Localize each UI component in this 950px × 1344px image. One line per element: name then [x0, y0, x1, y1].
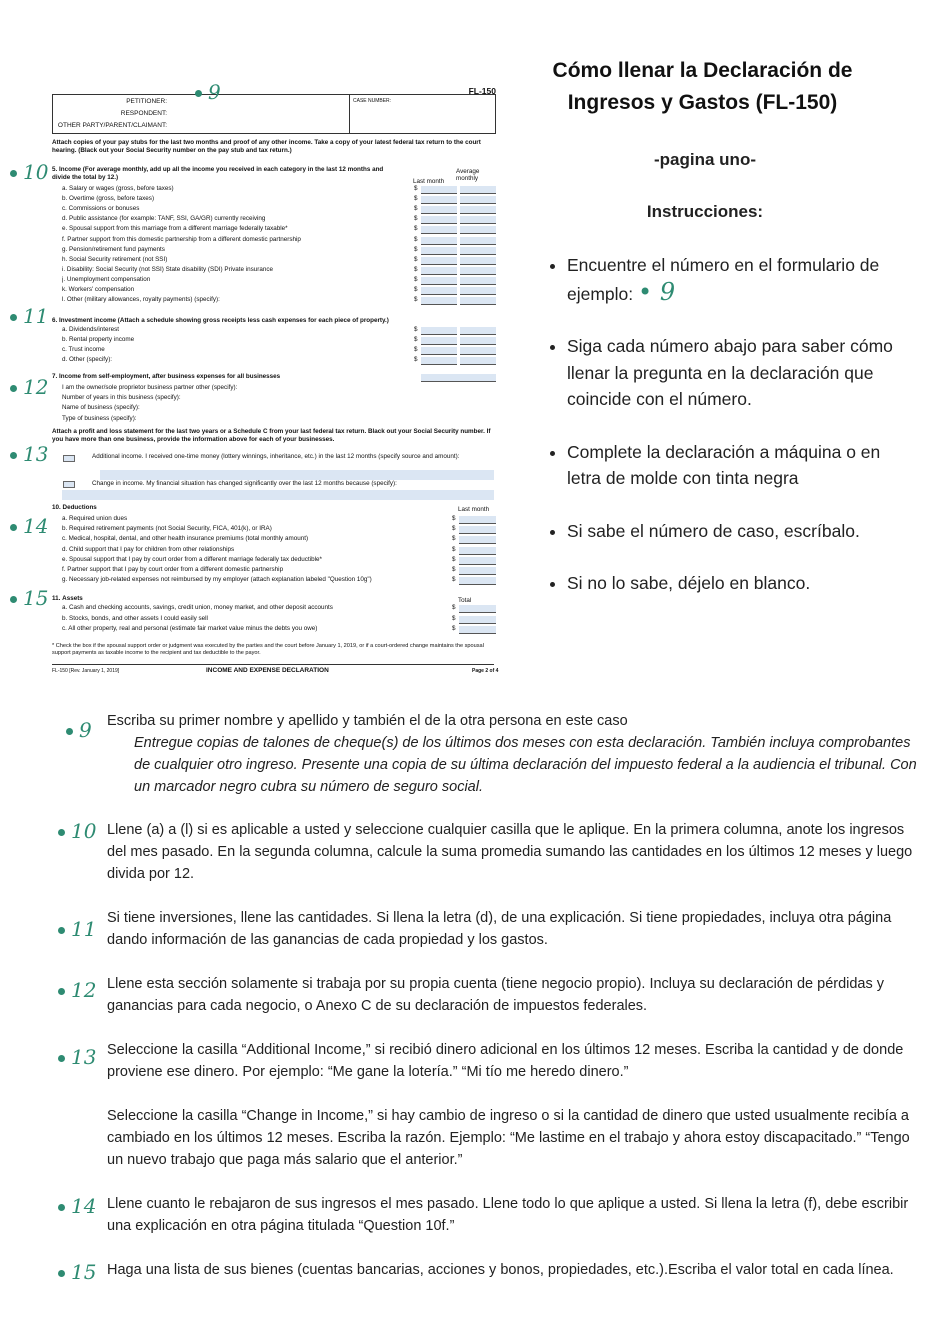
amount-field[interactable]	[421, 196, 457, 204]
marker-11: 11	[58, 917, 96, 941]
amount-field[interactable]	[460, 347, 496, 355]
instruction-text: Si no lo sabe, déjelo en blanco.	[567, 573, 811, 593]
dollar-sign: $	[452, 576, 456, 584]
income-heading: 5. Income (For average monthly, add up all the income you received in each category in the last 12 months and divide the total by 12.)	[52, 166, 384, 181]
dollar-sign: $	[452, 515, 456, 522]
explanation-12: Llene esta sección solamente si trabaja por su propia cuenta (tiene negocio propio). Incluya su declaración de pérdidas y ganancias para cada negocio, o Anexo C de su declaración de impuestos federales.	[107, 976, 885, 1014]
amount-field[interactable]	[460, 327, 496, 335]
form-row: d. Child support that I pay for children from other relationships	[62, 545, 235, 553]
amount-field[interactable]	[460, 186, 496, 194]
col-average: Average monthly	[456, 168, 480, 182]
form-row: j. Unemployment compensation	[62, 275, 151, 283]
col-total: Total	[458, 597, 472, 604]
form-row: c. Trust income	[62, 346, 105, 353]
amount-field[interactable]	[459, 567, 496, 575]
form-row: f. Partner support from this domestic partnership from a different domestic partnership	[62, 235, 301, 243]
dollar-sign: $	[414, 356, 418, 363]
form-row: b. Stocks, bonds, and other assets I could easily sell	[62, 614, 208, 622]
form-row: a. Dividends/interest	[62, 326, 120, 333]
explanation-13b: Seleccione la casilla “Change in Income,” si hay cambio de ingreso o si la cantidad de dinero que usted usualmente recibía a cambiado en los últimos 12 meses. Escriba la razón. Ejemplo: “Me lastime en el trabajo y ahora estoy discapacitado.” “Tengo un nuevo trabajo que paga más salario que el anterior.”	[107, 1108, 910, 1168]
amount-field[interactable]	[421, 247, 457, 255]
amount-field[interactable]	[460, 287, 496, 295]
form-row: e. Spousal support that I pay by court order from a different marriage federally tax deductible*	[62, 555, 322, 563]
form-row: g. Pension/retirement fund payments	[62, 245, 165, 253]
form-marker-10: 10	[10, 160, 48, 184]
amount-field[interactable]	[459, 536, 496, 544]
amount-field[interactable]	[421, 337, 457, 345]
form-marker-12: 12	[10, 375, 48, 399]
assets-heading: 11. Assets	[52, 595, 83, 602]
form-row: h. Social Security retirement (not SSI)	[62, 255, 168, 263]
form-row: c. Commissions or bonuses	[62, 205, 140, 213]
amount-field[interactable]	[421, 186, 457, 194]
form-row: Number of years in this business (specify):	[62, 394, 181, 402]
form-row: i. Disability: Social Security (not SSI) State disability (SDI) Private insurance	[62, 265, 274, 273]
additional-income-checkbox[interactable]	[63, 455, 75, 462]
amount-field[interactable]	[459, 547, 496, 555]
form-row: Name of business (specify):	[62, 404, 140, 412]
form-row: k. Workers' compensation	[62, 286, 135, 293]
amount-field[interactable]	[421, 297, 457, 305]
explanation-9: Escriba su primer nombre y apellido y también el de la otra persona en este caso Entregue copias de talones de cheque(s) de los últimos dos meses con esta declaración. También incluya comprobantes de cualquier otro ingreso. Presente una copia de su última declaración del impuesto federal a la audiencia el tribunal. Con un marcador negro cubra su número de seguro social.	[107, 713, 917, 795]
amount-field[interactable]	[459, 605, 496, 613]
instructions-heading: Instrucciones:	[646, 202, 764, 221]
change-income-checkbox[interactable]	[63, 481, 75, 488]
footer-right: Page 2 of 4	[472, 668, 499, 674]
dollar-sign: $	[414, 265, 418, 273]
attach-profit-note: Attach a profit and loss statement for the last two years or a Schedule C from your last federal tax return. Black out your Social Security number. If you have more than one business, provide the information above for each of your businesses.	[52, 428, 491, 443]
form-row: d. Public assistance (for example: TANF, SSI, GA/GR) currently receiving	[62, 215, 266, 223]
form-marker-11: 11	[10, 304, 48, 328]
investment-heading: 6. Investment income (Attach a schedule showing gross receipts less cash expenses for each piece of property.)	[52, 317, 389, 324]
amount-field[interactable]	[459, 626, 496, 634]
dollar-sign: $	[414, 296, 418, 304]
form-row: b. Rental property income	[62, 336, 135, 343]
form-row: I am the owner/sole proprietor business partner other (specify):	[62, 384, 238, 391]
amount-field[interactable]	[459, 616, 496, 624]
dollar-sign: $	[452, 604, 456, 611]
explanation-15: Haga una lista de sus bienes (cuentas bancarias, acciones y bonos, propiedades, etc.).Escriba el valor total en cada línea.	[107, 1262, 894, 1278]
marker-13: 13	[58, 1045, 96, 1069]
list-item	[567, 252, 907, 307]
dollar-sign: $	[414, 275, 418, 283]
marker-12: 12	[58, 978, 96, 1002]
list-item	[567, 439, 907, 492]
marker-9: 9	[66, 718, 92, 742]
amount-field[interactable]	[459, 557, 496, 565]
list-item	[567, 333, 907, 413]
amount-field[interactable]	[460, 226, 496, 234]
amount-field[interactable]	[421, 267, 457, 275]
dollar-sign: $	[452, 614, 456, 622]
amount-field[interactable]	[460, 257, 496, 265]
dollar-sign: $	[414, 195, 418, 203]
col-last-month-2: Last month	[458, 506, 490, 513]
amount-field[interactable]	[460, 297, 496, 305]
dollar-sign: $	[452, 545, 456, 553]
amount-field[interactable]	[421, 347, 457, 355]
marker-10: 10	[58, 819, 96, 843]
form-row: c. Medical, hospital, dental, and other health insurance premiums (total monthly amount)	[62, 535, 309, 543]
change-in-income: Change in income. My financial situation has changed significantly over the last 12 months because (specify):	[52, 480, 494, 487]
amount-field[interactable]	[421, 357, 457, 365]
deductions-heading: 10. Deductions	[52, 504, 97, 511]
instruction-text: Si sabe el número de caso, escríbalo.	[567, 520, 860, 541]
page-subtitle: -pagina uno-	[654, 150, 756, 169]
dollar-sign: $	[414, 326, 418, 333]
amount-field[interactable]	[421, 287, 457, 295]
petitioner-label: PETITIONER:	[126, 98, 167, 105]
amount-field[interactable]	[459, 526, 496, 534]
marker-15: 15	[58, 1260, 96, 1284]
amount-field[interactable]	[460, 277, 496, 285]
form-row: l. Other (military allowances, royalty payments) (specify):	[62, 296, 220, 304]
amount-field[interactable]	[460, 196, 496, 204]
form-row: a. Required union dues	[62, 515, 128, 522]
form-row: f. Partner support that I pay by court order from a different domestic partnership	[62, 566, 284, 573]
instruction-text: Complete la declaración a máquina o en letra de molde con tinta negra	[567, 441, 881, 488]
amount-field[interactable]	[460, 247, 496, 255]
form-row: c. All other property, real and personal (estimate fair market value minus the debts you owe)	[62, 625, 318, 632]
dollar-sign: $	[414, 225, 418, 233]
amount-field[interactable]	[460, 267, 496, 275]
dollar-sign: $	[414, 255, 418, 263]
other-party-label: OTHER PARTY/PARENT/CLAIMANT:	[57, 122, 167, 129]
instruction-text: Siga cada número abajo para saber cómo llenar la pregunta en la declaración que coincide con el número.	[567, 336, 893, 409]
explanation-14: Llene cuanto le rebajaron de sus ingresos el mes pasado. Llene todo lo que aplique a usted. Si llena la letra (f), debe escribir una explicación en otra página titulada “Question 10f.”	[107, 1196, 909, 1234]
dollar-sign: $	[414, 346, 418, 353]
dollar-sign: $	[414, 205, 418, 213]
footer-center: INCOME AND EXPENSE DECLARATION	[206, 667, 329, 674]
additional-income: Additional income. I received one-time money (lottery winnings, inheritance, etc.) in the last 12 months (specify source and amount):	[52, 453, 494, 461]
form-marker-15: 15	[10, 586, 48, 610]
form-row: a. Cash and checking accounts, savings, credit union, money market, and other deposit accounts	[62, 604, 333, 611]
list-item	[567, 570, 907, 597]
dollar-sign: $	[414, 286, 418, 293]
form-row: g. Necessary job-related expenses not reimbursed by my employer (attach explanation labeled "Question 10g")	[62, 576, 372, 584]
footer-left: FL-150 [Rev. January 1, 2019]	[52, 668, 120, 674]
form-marker-13: 13	[10, 442, 48, 466]
respondent-label: RESPONDENT:	[120, 110, 167, 117]
footnote: * Check the box if the spousal support order or judgment was executed by the parties and the court before January 1, 2019, or if a court-ordered change maintains the spousal support payments as taxable income to the recipient and tax deductible to the payor.	[52, 643, 484, 656]
amount-field[interactable]	[460, 357, 496, 365]
col-last-month: Last month	[413, 178, 445, 185]
amount-field[interactable]	[460, 206, 496, 214]
case-number-box: CASE NUMBER:	[349, 95, 496, 133]
marker-nine: • 9	[638, 277, 676, 306]
dollar-sign: $	[414, 336, 418, 343]
dollar-sign: $	[414, 245, 418, 253]
form-marker-9: 9	[195, 80, 221, 104]
form-row: b. Required retirement payments (not Social Security, FICA, 401(k), or IRA)	[62, 525, 272, 533]
amount-field[interactable]	[421, 206, 457, 214]
dollar-sign: $	[414, 215, 418, 223]
dollar-sign: $	[452, 525, 456, 533]
dollar-sign: $	[414, 185, 418, 192]
self-employment-heading: 7. Income from self-employment, after business expenses for all businesses	[52, 373, 281, 380]
page-title: Cómo llenar la Declaración de Ingresos y Gastos (FL-150)	[552, 59, 853, 114]
amount-field[interactable]	[421, 226, 457, 234]
dollar-sign: $	[452, 535, 456, 543]
amount-field[interactable]	[459, 577, 496, 585]
amount-field[interactable]	[460, 216, 496, 224]
instruction-text: Encuentre el número en el formulario de ejemplo:	[567, 255, 880, 304]
attach-note: Attach copies of your pay stubs for the last two months and proof of any other income. Take a copy of your latest federal tax return to the court hearing. (Black out your Social Security number on the pay stub and tax return.)	[52, 139, 481, 154]
explanation-11: Si tiene inversiones, llene las cantidades. Si llena la letra (d), de una explicación. Si tiene propiedades, incluya otra página dando información de las ganancias de cada propiedad y los gastos.	[107, 910, 892, 948]
amount-field[interactable]	[460, 237, 496, 245]
amount-field[interactable]	[421, 327, 457, 335]
explanation-10: Llene (a) a (l) si es aplicable a usted y seleccione cualquier casilla que le aplique. En la primera columna, anote los ingresos del mes pasado. En la segunda columna, calcule la suma promedia sumando las cantidades en los últimos 12 meses y luego divida por 12.	[107, 822, 913, 882]
amount-field[interactable]	[421, 277, 457, 285]
form-marker-14: 14	[10, 514, 48, 538]
instructions-list	[545, 252, 907, 623]
dollar-sign: $	[452, 566, 456, 573]
dollar-sign: $	[414, 235, 418, 243]
form-row: b. Overtime (gross, before taxes)	[62, 195, 155, 203]
form-row: Type of business (specify):	[62, 414, 137, 422]
form-row: a. Salary or wages (gross, before taxes)	[62, 185, 174, 192]
list-item	[567, 518, 907, 545]
amount-field[interactable]	[421, 216, 457, 224]
dollar-sign: $	[452, 555, 456, 563]
form-row: e. Spousal support from this marriage from a different marriage federally taxable*	[62, 225, 288, 233]
amount-field[interactable]	[421, 257, 457, 265]
explanation-13: Seleccione la casilla “Additional Income,” si recibió dinero adicional en los últimos 12 meses. Escriba la cantidad y de donde proviene ese dinero. Por ejemplo: “Me gane la lotería.” “Mi tío me heredo dinero.”	[107, 1042, 904, 1080]
amount-field[interactable]	[459, 516, 496, 524]
marker-14: 14	[58, 1194, 96, 1218]
form-id: FL-150	[468, 86, 496, 96]
form-row: d. Other (specify):	[62, 356, 113, 363]
caption-box	[52, 94, 496, 134]
amount-field[interactable]	[421, 237, 457, 245]
amount-field[interactable]	[460, 337, 496, 345]
dollar-sign: $	[452, 625, 456, 632]
form-fl150-sample	[48, 82, 498, 682]
